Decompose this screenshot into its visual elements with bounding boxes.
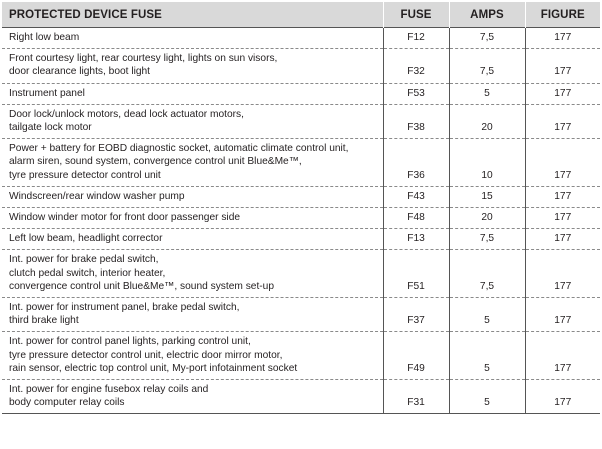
figure-cell: 177 bbox=[525, 298, 600, 332]
fuse-cell: F37 bbox=[383, 298, 449, 332]
amps-cell: 10 bbox=[449, 139, 525, 187]
fuse-table bbox=[2, 2, 600, 414]
figure-cell: 177 bbox=[525, 139, 600, 187]
fuse-cell: F31 bbox=[383, 380, 449, 414]
amps-cell: 15 bbox=[449, 186, 525, 207]
amps-cell: 5 bbox=[449, 83, 525, 104]
fuse-cell: F48 bbox=[383, 208, 449, 229]
amps-cell: 5 bbox=[449, 298, 525, 332]
figure-cell: 177 bbox=[525, 186, 600, 207]
amps-cell: 7,5 bbox=[449, 49, 525, 83]
device-cell: Windscreen/rear window washer pump bbox=[2, 186, 383, 207]
amps-cell: 5 bbox=[449, 332, 525, 380]
figure-cell: 177 bbox=[525, 104, 600, 138]
amps-cell: 20 bbox=[449, 104, 525, 138]
figure-cell: 177 bbox=[525, 83, 600, 104]
figure-cell: 177 bbox=[525, 229, 600, 250]
amps-cell: 7,5 bbox=[449, 229, 525, 250]
table-row bbox=[2, 208, 600, 229]
figure-cell: 177 bbox=[525, 250, 600, 298]
table-row bbox=[2, 229, 600, 250]
table-row bbox=[2, 28, 600, 49]
figure-cell: 177 bbox=[525, 49, 600, 83]
fuse-cell: F13 bbox=[383, 229, 449, 250]
header-device: PROTECTED DEVICE FUSE bbox=[2, 2, 383, 28]
table-row bbox=[2, 250, 600, 298]
fuse-cell: F32 bbox=[383, 49, 449, 83]
amps-cell: 20 bbox=[449, 208, 525, 229]
table-header bbox=[2, 2, 600, 28]
device-cell: Instrument panel bbox=[2, 83, 383, 104]
table-row bbox=[2, 186, 600, 207]
fuse-cell: F43 bbox=[383, 186, 449, 207]
table-row bbox=[2, 298, 600, 332]
header-amps: AMPS bbox=[449, 2, 525, 28]
table-row bbox=[2, 332, 600, 380]
device-cell: Int. power for control panel lights, parking control unit, tyre pressure detector control unit, electric door mirror motor, rain sensor, electric top control unit, My-port infotainment socket bbox=[2, 332, 383, 380]
fuse-cell: F53 bbox=[383, 83, 449, 104]
figure-cell: 177 bbox=[525, 380, 600, 414]
device-cell: Power + battery for EOBD diagnostic socket, automatic climate control unit, alarm siren, sound system, convergence control unit Blue&Me™, tyre pressure detector control unit bbox=[2, 139, 383, 187]
table-row bbox=[2, 49, 600, 83]
device-cell: Right low beam bbox=[2, 28, 383, 49]
device-cell: Int. power for instrument panel, brake pedal switch, third brake light bbox=[2, 298, 383, 332]
figure-cell: 177 bbox=[525, 332, 600, 380]
amps-cell: 5 bbox=[449, 380, 525, 414]
header-figure: FIGURE bbox=[525, 2, 600, 28]
table-row bbox=[2, 104, 600, 138]
table-row bbox=[2, 380, 600, 414]
fuse-cell: F38 bbox=[383, 104, 449, 138]
device-cell: Door lock/unlock motors, dead lock actuator motors, tailgate lock motor bbox=[2, 104, 383, 138]
header-fuse: FUSE bbox=[383, 2, 449, 28]
device-cell: Int. power for engine fusebox relay coils and body computer relay coils bbox=[2, 380, 383, 414]
figure-cell: 177 bbox=[525, 28, 600, 49]
device-cell: Window winder motor for front door passenger side bbox=[2, 208, 383, 229]
header-row bbox=[2, 2, 600, 28]
table-body bbox=[2, 28, 600, 414]
figure-cell: 177 bbox=[525, 208, 600, 229]
device-cell: Int. power for brake pedal switch, clutch pedal switch, interior heater, convergence control unit Blue&Me™, sound system set-up bbox=[2, 250, 383, 298]
fuse-cell: F12 bbox=[383, 28, 449, 49]
amps-cell: 7,5 bbox=[449, 250, 525, 298]
device-cell: Front courtesy light, rear courtesy light, lights on sun visors, door clearance lights, boot light bbox=[2, 49, 383, 83]
device-cell: Left low beam, headlight corrector bbox=[2, 229, 383, 250]
fuse-cell: F49 bbox=[383, 332, 449, 380]
fuse-cell: F51 bbox=[383, 250, 449, 298]
table-row bbox=[2, 139, 600, 187]
fuse-cell: F36 bbox=[383, 139, 449, 187]
amps-cell: 7,5 bbox=[449, 28, 525, 49]
table-row bbox=[2, 83, 600, 104]
